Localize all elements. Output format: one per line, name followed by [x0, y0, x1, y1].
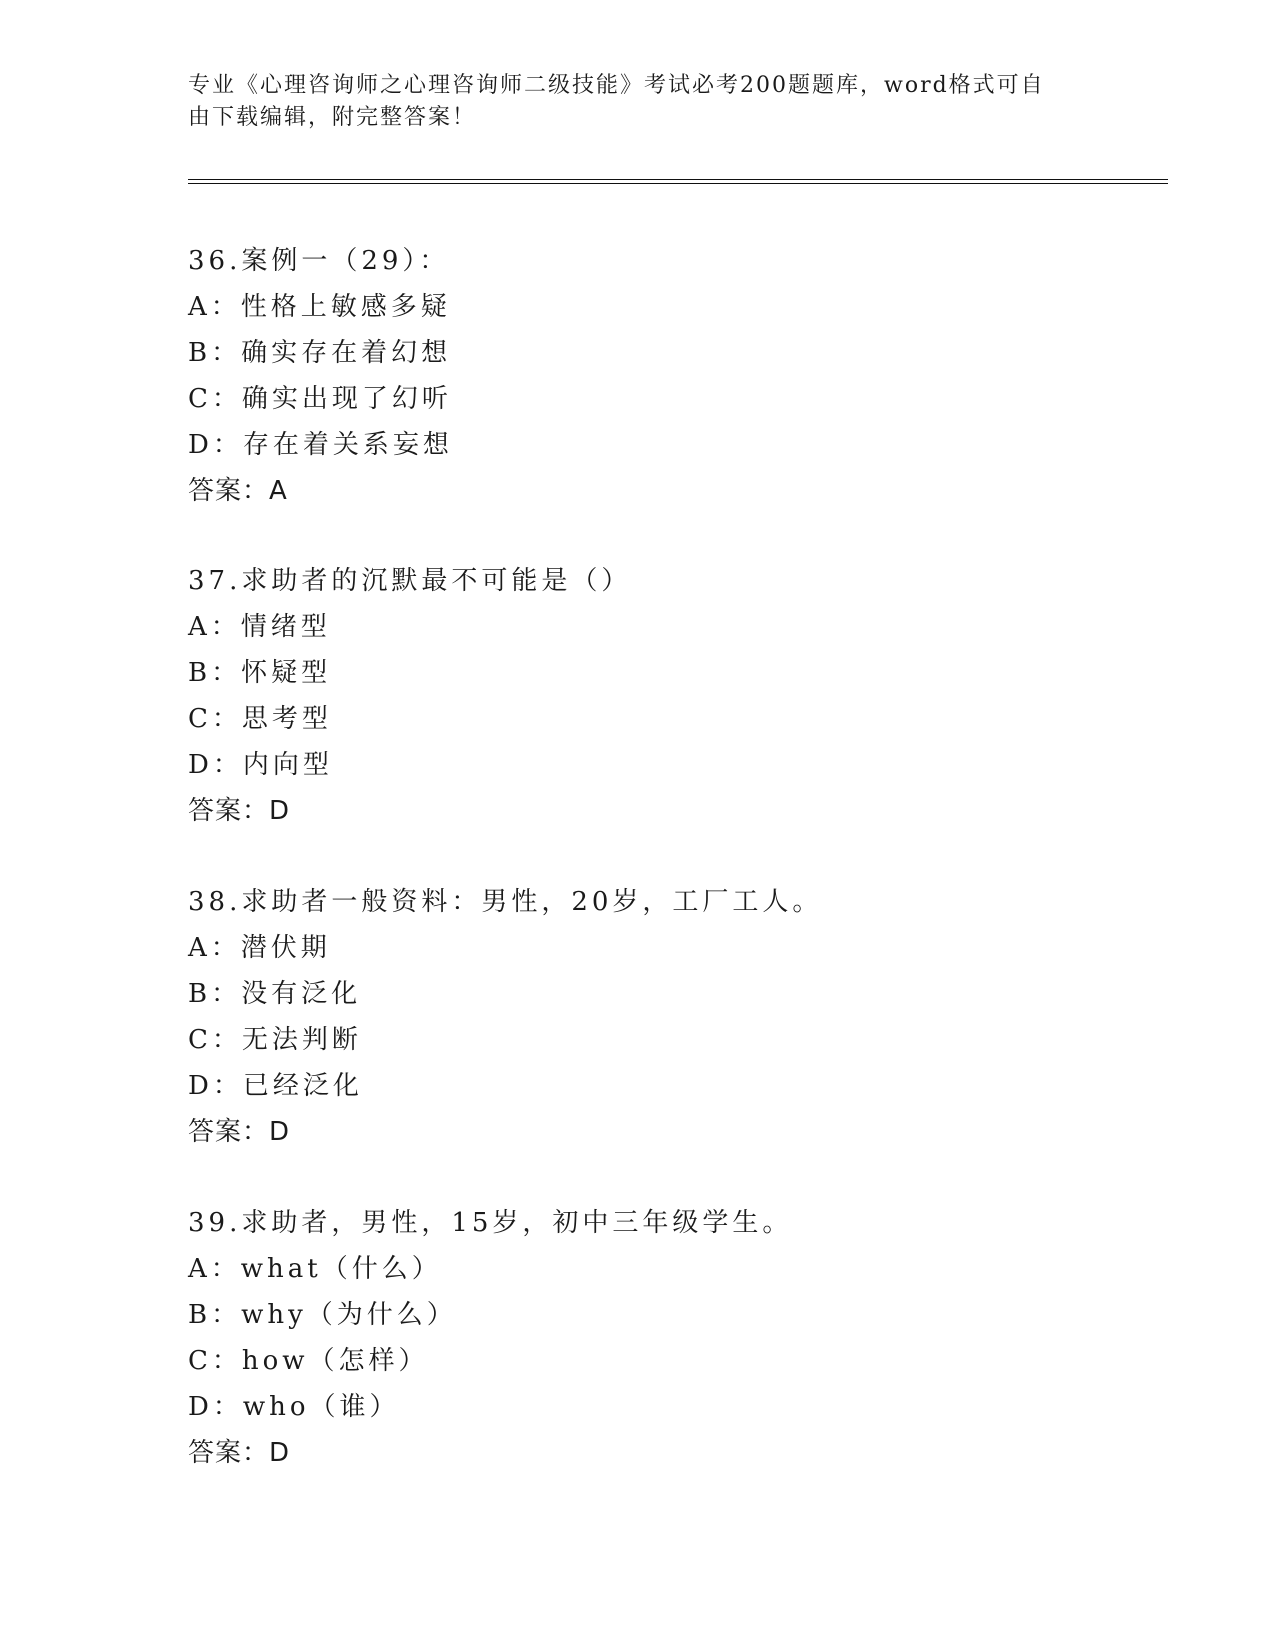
question-stem: 37.求助者的沉默最不可能是（）: [188, 566, 632, 596]
answer-line: 答案：D: [188, 796, 291, 826]
option-b: B：没有泛化: [188, 979, 362, 1009]
header-divider-top: [188, 179, 1168, 180]
option-a: A：性格上敏感多疑: [188, 292, 451, 322]
option-c: C：思考型: [188, 704, 332, 734]
answer-line: 答案：D: [188, 1117, 291, 1147]
question-37: [188, 558, 1088, 834]
option-a: A：潜伏期: [188, 933, 331, 963]
answer-line: 答案：A: [188, 476, 288, 506]
option-b: B：确实存在着幻想: [188, 338, 452, 368]
question-stem: 36.案例一（29）：: [188, 246, 450, 276]
option-b: B：why（为什么）: [188, 1300, 457, 1330]
option-d: D：已经泛化: [188, 1071, 363, 1101]
option-d: D：存在着关系妄想: [188, 430, 453, 460]
question-38: [188, 879, 1088, 1155]
option-c: C：确实出现了幻听: [188, 384, 452, 414]
answer-line: 答案：D: [188, 1438, 291, 1468]
question-stem: 39.求助者，男性，15岁，初中三年级学生。: [188, 1208, 793, 1238]
question-stem: 38.求助者一般资料：男性，20岁，工厂工人。: [188, 887, 823, 917]
option-a: A：what（什么）: [188, 1254, 442, 1284]
question-36: [188, 238, 1088, 514]
header-divider-bottom: [188, 183, 1168, 184]
option-a: A：情绪型: [188, 612, 331, 642]
option-d: D：who（谁）: [188, 1392, 400, 1422]
option-c: C：how（怎样）: [188, 1346, 429, 1376]
header-line-1: 专业《心理咨询师之心理咨询师二级技能》考试必考200题题库，word格式可自: [188, 73, 1045, 98]
document-header: [188, 70, 1068, 134]
question-39: [188, 1200, 1088, 1476]
header-line-2: 由下载编辑，附完整答案！: [188, 105, 477, 130]
option-d: D：内向型: [188, 750, 333, 780]
option-c: C：无法判断: [188, 1025, 362, 1055]
option-b: B：怀疑型: [188, 658, 332, 688]
